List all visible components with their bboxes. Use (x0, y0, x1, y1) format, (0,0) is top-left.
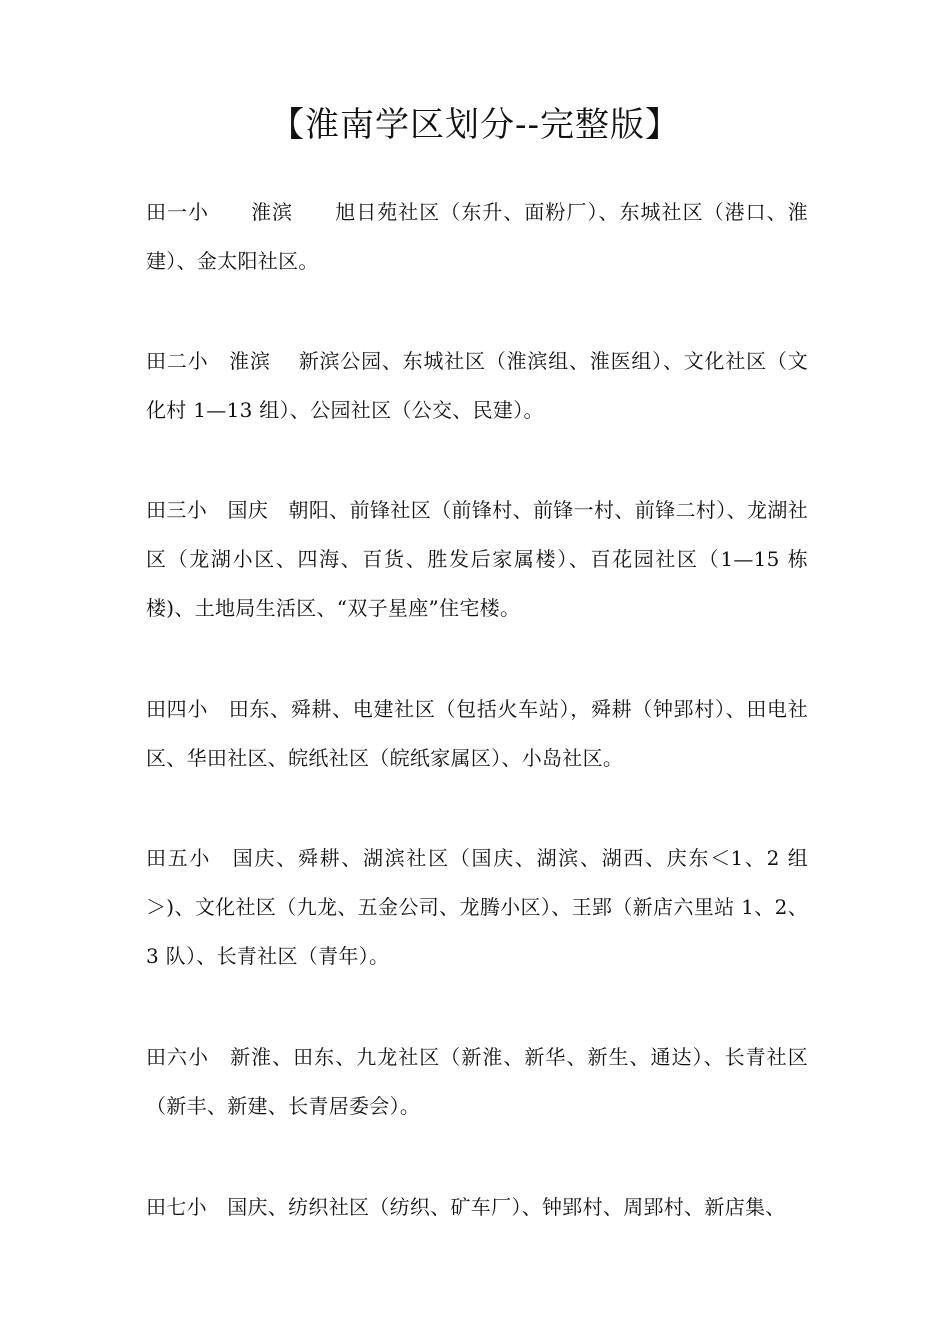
school-entry-tian-4: 田四小 田东、舜耕、电建社区（包括火车站），舜耕（钟郢村）、田电社区、华田社区、皖纸社区（皖纸家属区）、小岛社区。 (146, 697, 808, 770)
school-entry-tian-3: 田三小 国庆 朝阳、前锋社区（前锋村、前锋一村、前锋二村）、龙湖社区（龙湖小区、四海、百货、胜发后家属楼）、百花园社区（1—15 栋楼)、土地局生活区、“双子星座”住宅楼。 (146, 498, 808, 620)
document-title: 【淮南学区划分--完整版】 (270, 105, 680, 145)
school-entry-tian-6: 田六小 新淮、田东、九龙社区（新淮、新华、新生、通达）、长青社区（新丰、新建、长青居委会）。 (146, 1045, 808, 1118)
school-entry-tian-7: 田七小 国庆、纺织社区（纺织、矿车厂）、钟郢村、周郢村、新店集、 (146, 1195, 786, 1219)
school-entry-tian-2: 田二小 淮滨 新滨公园、东城社区（淮滨组、淮医组）、文化社区（文化村 1—13 组）、公园社区（公交、民建）。 (146, 349, 808, 422)
school-entry-tian-5: 田五小 国庆、舜耕、湖滨社区（国庆、湖滨、湖西、庆东＜1、2 组＞)、文化社区（九龙、五金公司、龙腾小区）、王郢（新店六里站 1、2、3 队）、长青社区（青年）。 (146, 846, 808, 968)
school-entry-tian-1: 田一小 淮滨 旭日苑社区（东升、面粉厂）、东城社区（港口、淮建）、金太阳社区。 (146, 200, 808, 273)
